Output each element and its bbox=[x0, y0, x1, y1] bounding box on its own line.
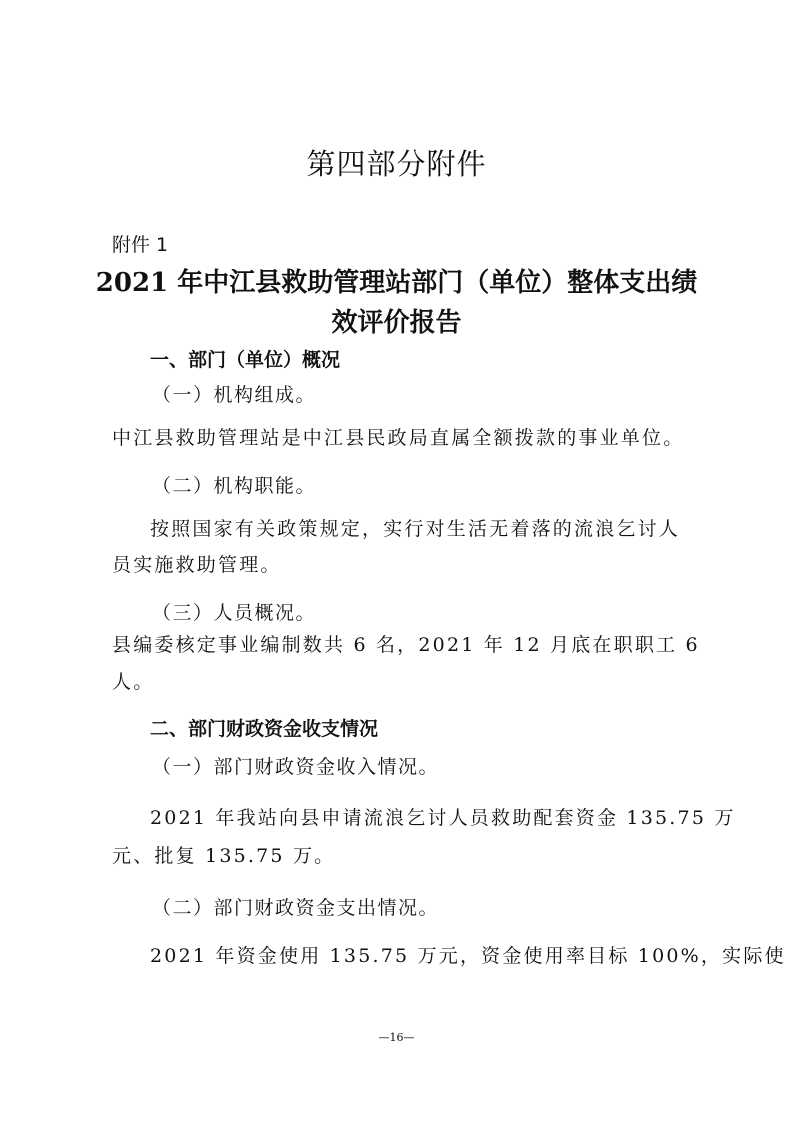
section-1-sub-3-text-line-1: 县编委核定事业编制数共 6 名，2021 年 12 月底在职职工 6 bbox=[112, 634, 700, 656]
report-title-line-2: 效评价报告 bbox=[331, 308, 462, 338]
section-1-sub-3-heading: （三）人员概况。 bbox=[152, 602, 317, 624]
page-number: —16— bbox=[378, 1031, 415, 1044]
section-2-sub-1-text-line-1: 2021 年我站向县申请流浪乞讨人员救助配套资金 135.75 万 bbox=[150, 807, 736, 829]
section-1-heading: 一、部门（单位）概况 bbox=[150, 349, 341, 371]
report-title-line-1: 2021 年中江县救助管理站部门（单位）整体支出绩 bbox=[95, 268, 698, 298]
section-1-sub-1-text: 中江县救助管理站是中江县民政局直属全额拨款的事业单位。 bbox=[112, 427, 685, 449]
attachment-label: 附件 1 bbox=[112, 234, 169, 256]
section-1-sub-2-text-line-1: 按照国家有关政策规定，实行对生活无着落的流浪乞讨人 bbox=[150, 518, 681, 540]
section-2-sub-2-heading: （二）部门财政资金支出情况。 bbox=[152, 897, 440, 919]
section-2-sub-1-text-line-2: 元、批复 135.75 万。 bbox=[112, 845, 336, 867]
section-1-sub-2-heading: （二）机构职能。 bbox=[152, 475, 317, 497]
section-1-sub-2-text-line-2: 员实施救助管理。 bbox=[112, 554, 282, 576]
part-title: 第四部分附件 bbox=[306, 147, 487, 181]
section-2-sub-2-text-line-1: 2021 年资金使用 135.75 万元，资金使用率目标 100%，实际使 bbox=[150, 945, 786, 967]
section-2-sub-1-heading: （一）部门财政资金收入情况。 bbox=[152, 756, 440, 778]
section-1-sub-1-heading: （一）机构组成。 bbox=[152, 384, 317, 406]
section-1-sub-3-text-line-2: 人。 bbox=[112, 671, 155, 693]
section-2-heading: 二、部门财政资金收支情况 bbox=[150, 718, 379, 740]
